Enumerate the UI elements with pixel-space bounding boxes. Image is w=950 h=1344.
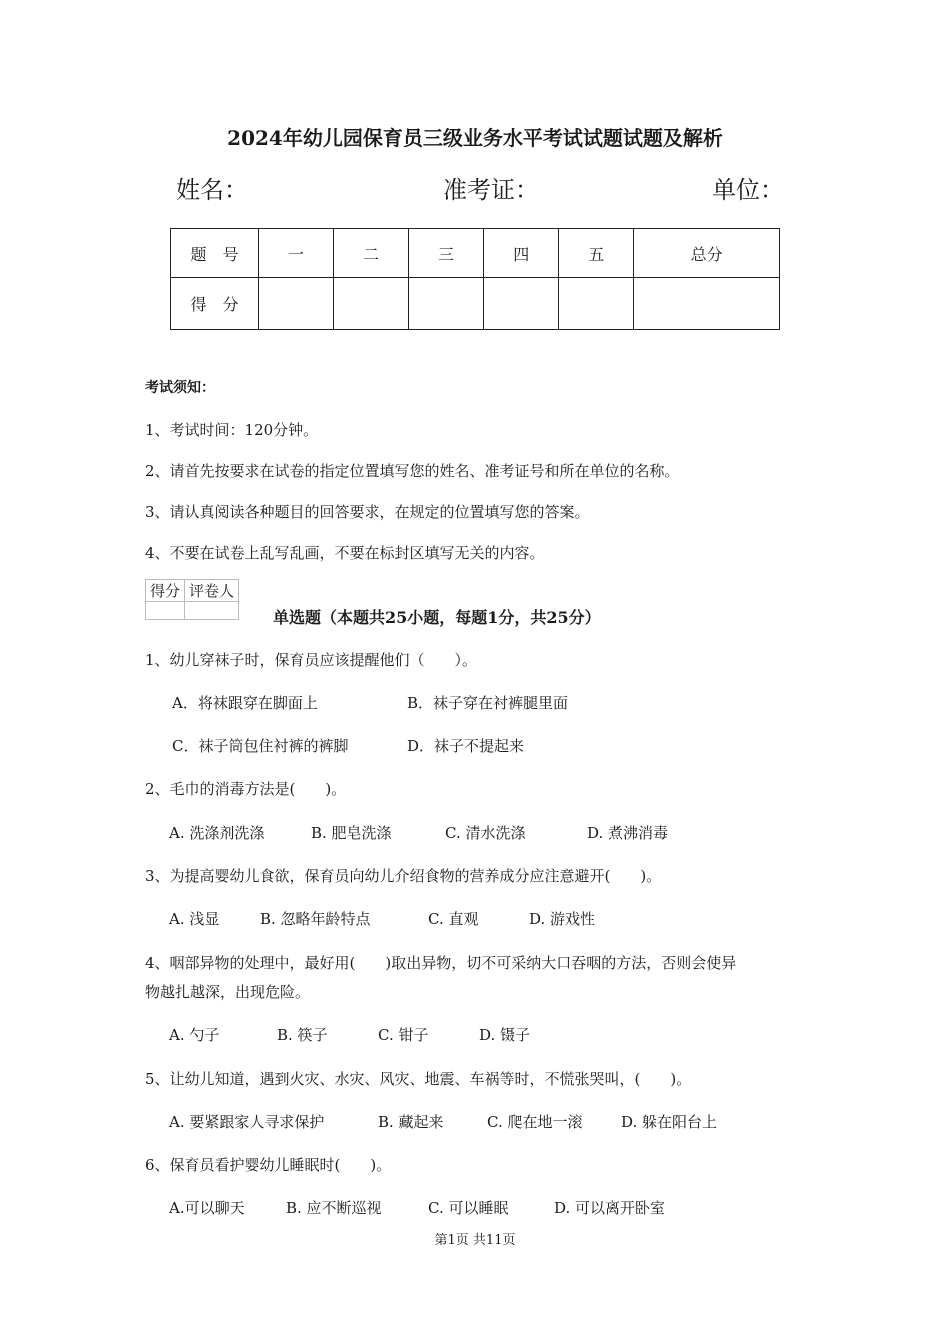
question-option[interactable]: C. 清水洗涤 [445,824,526,842]
notice-item: 4、不要在试卷上乱写乱画，不要在标封区填写无关的内容。 [145,544,545,562]
score-cell[interactable] [559,278,634,330]
score-table-header-cell: 五 [559,229,634,278]
score-table-header-cell: 四 [484,229,559,278]
grader-box [145,579,239,620]
notice-item: 3、请认真阅读各种题目的回答要求，在规定的位置填写您的答案。 [145,503,590,521]
question-option[interactable]: A. 浅显 [169,910,220,928]
score-table-header-cell: 二 [334,229,409,278]
score-row-label: 得 分 [171,278,259,330]
question-stem: 5、让幼儿知道，遇到火灾、水灾、风灾、地震、车祸等时，不慌张哭叫，( )。 [145,1070,692,1088]
question-option[interactable]: C. 钳子 [378,1026,429,1044]
question-option[interactable]: A. 勺子 [169,1026,220,1044]
score-cell[interactable] [634,278,780,330]
unit-field-label: 单位： [712,176,784,204]
question-option[interactable]: C. 可以睡眠 [428,1199,509,1217]
grader-reviewer-cell[interactable] [185,602,239,620]
section-title: 单选题（本题共25小题，每题1分，共25分） [273,608,601,627]
score-cell[interactable] [409,278,484,330]
question-option[interactable]: B. 筷子 [277,1026,328,1044]
question-option[interactable]: C. 爬在地一滚 [487,1113,583,1131]
question-stem: 2、毛巾的消毒方法是( )。 [145,780,347,798]
score-table-header-cell: 三 [409,229,484,278]
score-table [170,228,780,330]
score-cell[interactable] [259,278,334,330]
exam-id-field-label: 准考证： [443,176,539,204]
question-option[interactable]: D．袜子不提起来 [407,737,525,755]
question-stem: 6、保育员看护婴幼儿睡眠时( )。 [145,1156,392,1174]
score-cell[interactable] [484,278,559,330]
score-table-header-row [171,229,780,278]
question-stem: 3、为提高婴幼儿食欲，保育员向幼儿介绍食物的营养成分应注意避开( )。 [145,867,662,885]
question-option[interactable]: D. 镊子 [479,1026,531,1044]
score-table-score-row [171,278,780,330]
question-option[interactable]: D. 煮沸消毒 [587,824,669,842]
question-option[interactable]: A.可以聊天 [169,1199,245,1217]
question-option[interactable]: B. 藏起来 [378,1113,444,1131]
notice-item: 2、请首先按要求在试卷的指定位置填写您的姓名、准考证号和所在单位的名称。 [145,462,680,480]
document-title: 2024年幼儿园保育员三级业务水平考试试题试题及解析 [227,126,723,150]
question-option[interactable]: C．袜子筒包住衬裤的裤脚 [172,737,349,755]
question-option[interactable]: B．袜子穿在衬裤腿里面 [407,694,569,712]
question-option[interactable]: D. 游戏性 [529,910,596,928]
question-option[interactable]: A. 洗涤剂洗涤 [169,824,265,842]
question-stem: 1、幼儿穿袜子时，保育员应该提醒他们（ ）。 [145,651,478,669]
question-stem: 4、咽部异物的处理中，最好用( )取出异物，切不可采纳大口吞咽的方法，否则会使异 [145,954,737,972]
question-option[interactable]: D. 可以离开卧室 [554,1199,666,1217]
name-field-label: 姓名： [176,176,248,204]
notice-heading: 考试须知： [145,380,215,396]
question-option[interactable]: B. 应不断巡视 [286,1199,382,1217]
question-option[interactable]: A．将袜跟穿在脚面上 [172,694,318,712]
question-option[interactable]: A. 要紧跟家人寻求保护 [169,1113,325,1131]
notice-item: 1、考试时间：120分钟。 [145,421,319,439]
grader-score-cell[interactable] [146,602,185,620]
grader-score-label: 得分 [146,580,185,602]
question-option[interactable]: D. 躲在阳台上 [621,1113,718,1131]
score-table-header-cell: 总分 [634,229,780,278]
question-option[interactable]: C. 直观 [428,910,479,928]
question-stem-continued: 物越扎越深，出现危险。 [145,983,311,1001]
question-option[interactable]: B. 忽略年龄特点 [260,910,371,928]
question-option[interactable]: B. 肥皂洗涤 [311,824,392,842]
page-footer: 第1页 共11页 [434,1233,516,1248]
score-table-header-cell: 题 号 [171,229,259,278]
grader-reviewer-label: 评卷人 [185,580,239,602]
score-cell[interactable] [334,278,409,330]
score-table-header-cell: 一 [259,229,334,278]
